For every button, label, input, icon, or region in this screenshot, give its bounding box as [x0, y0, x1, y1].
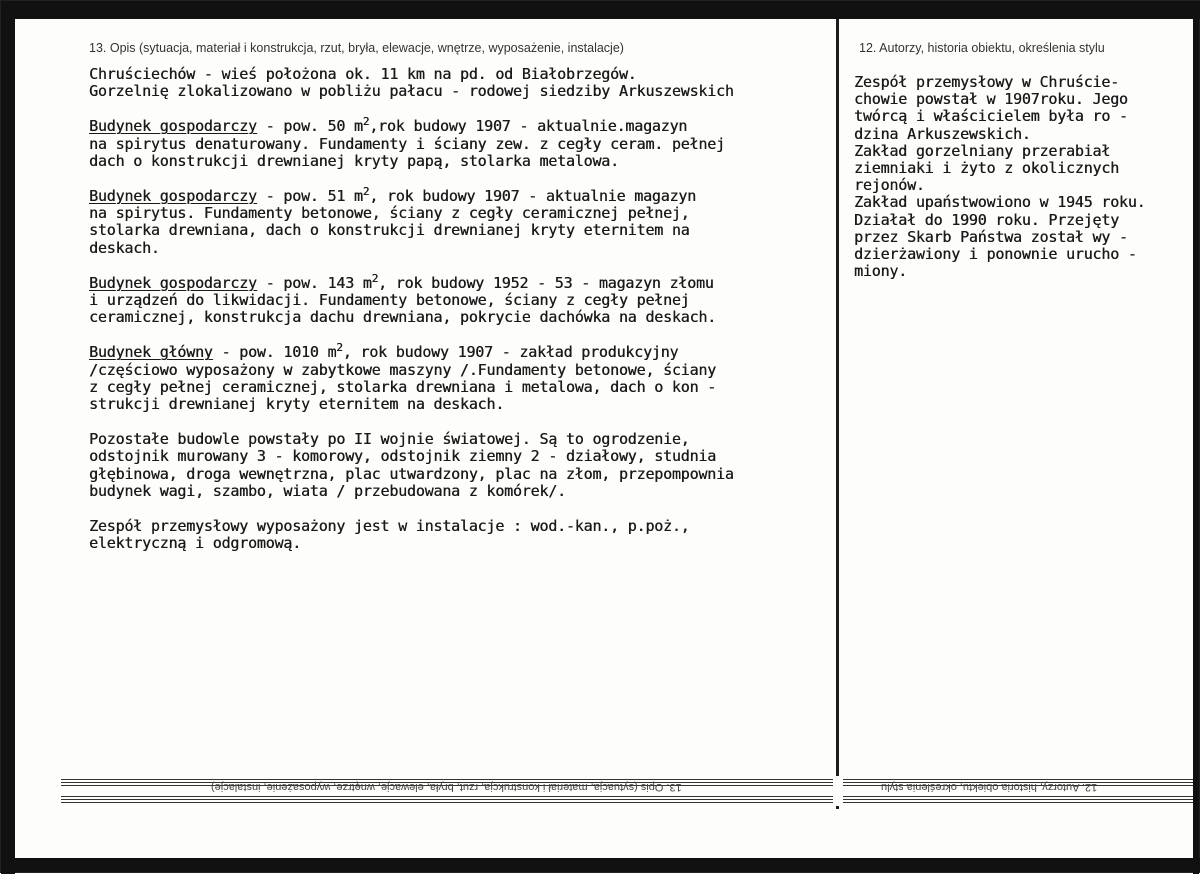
text-line: budynek wagi, szambo, wiata / przebudowana z komórek/. — [89, 481, 566, 500]
mirrored-section-13-header: 13. Opis (sytuacja, materiał i konstrukcja, rzut, bryła, elewacje, wnętrze, wyposażenie, instalacje) — [211, 781, 682, 793]
superscript: 2 — [362, 115, 370, 129]
text-line: chowie powstał w 1907roku. Jego — [854, 90, 1128, 109]
paragraph-building-3 — [89, 271, 849, 327]
superscript: 2 — [371, 271, 379, 285]
text-line: ceramicznej, konstrukcja dachu drewniana, pokrycie dachówka na deskach. — [89, 308, 716, 327]
building-title: Budynek główny — [89, 343, 213, 362]
text-line: z cegły pełnej ceramicznej, stolarka drewniana i metalowa, dach o kon - — [89, 377, 716, 396]
footer-rule — [61, 802, 1193, 803]
text-fragment: - pow. 50 m — [256, 117, 363, 136]
text-line: odstojnik murowany 3 - komorowy, odstojnik ziemny 2 - działowy, studnia — [89, 447, 716, 466]
text-line: ziemniaki i żyto z okolicznych — [854, 159, 1119, 178]
text-line: Chruściechów - wieś położona ok. 11 km na pd. od Białobrzegów. — [89, 65, 637, 83]
text-line: Zakład gorzelniany przerabiał — [854, 141, 1111, 160]
paragraph-main-building — [89, 341, 849, 414]
text-fragment: , rok budowy 1952 - 53 - magazyn złomu — [378, 273, 714, 292]
history-column — [854, 74, 1194, 280]
text-line: twórcą i właścicielem była ro - — [854, 107, 1128, 126]
paragraph-installations — [89, 518, 849, 552]
scan-border-top — [1, 1, 1200, 19]
text-line: Zakład upaństwowiono w 1945 roku. — [854, 193, 1146, 212]
text-line: elektryczną i odgromową. — [89, 534, 301, 553]
text-line — [89, 341, 849, 362]
description-column — [89, 66, 849, 570]
text-line: Zespół przemysłowy w Chruście- — [854, 73, 1119, 91]
text-fragment: ,rok budowy 1907 - aktualnie.magazyn — [369, 117, 688, 136]
text-line: strukcji drewnianej kryty eternitem na deskach. — [89, 395, 505, 414]
text-line: na spirytus denaturowany. Fundamenty i ściany zew. z cegły ceram. pełnej — [89, 134, 725, 153]
text-line — [89, 271, 849, 292]
text-line: Pozostałe budowle powstały po II wojnie światowej. Są to ogrodzenie, — [89, 430, 690, 449]
footer-rule — [61, 799, 1193, 800]
text-line: dzina Arkuszewskich. — [854, 124, 1031, 143]
text-line: deskach. — [89, 238, 160, 257]
text-line: stolarka drewniana, dach o konstrukcji drewnianej kryty eternitem na — [89, 221, 690, 240]
text-fragment: , rok budowy 1907 - zakład produkcyjny — [342, 343, 679, 362]
text-fragment: - pow. 51 m — [256, 187, 363, 206]
superscript: 2 — [362, 185, 370, 199]
paragraph-location — [89, 66, 849, 100]
text-line: i urządzeń do likwidacji. Fundamenty betonowe, ściany z cegły pełnej — [89, 291, 690, 310]
footer-rule — [61, 779, 1193, 780]
text-fragment: , rok budowy 1907 - aktualnie magazyn — [369, 187, 696, 206]
text-line: Gorzelnię zlokalizowano w pobliżu pałacu - rodowej siedziby Arkuszewskich — [89, 82, 734, 101]
text-line: Zespół przemysłowy wyposażony jest w instalacje : wod.-kan., p.poż., — [89, 517, 690, 536]
paragraph-building-2 — [89, 185, 849, 257]
scan-border-bottom — [1, 858, 1200, 872]
section-12-header: 12. Autorzy, historia obiektu, określenia stylu — [859, 41, 1105, 55]
footer-rule — [61, 796, 1193, 797]
building-title: Budynek gospodarczy — [89, 187, 257, 206]
section-13-header: 13. Opis (sytuacja, materiał i konstrukcja, rzut, bryła, elewacje, wnętrze, wyposażenie, instalacje) — [89, 41, 624, 55]
footer-gap — [833, 776, 843, 806]
text-line: rejonów. — [854, 176, 925, 195]
text-line: przez Skarb Państwa został wy - — [854, 227, 1128, 246]
text-line: dach o konstrukcji drewnianej kryty papą, stolarka metalowa. — [89, 151, 619, 170]
text-line: głębinowa, droga wewnętrzna, plac utwardzony, plac na złom, przepompownia — [89, 464, 734, 483]
text-line: dzierżawiony i ponownie urucho - — [854, 245, 1137, 264]
text-line: Działał do 1990 roku. Przejęty — [854, 210, 1119, 229]
text-fragment: - pow. 1010 m — [212, 343, 337, 362]
mirrored-section-12-header: 12. Autorzy, historia obiektu, określenia stylu — [881, 781, 1098, 793]
building-title: Budynek gospodarczy — [89, 273, 257, 292]
text-line — [89, 115, 849, 136]
building-title: Budynek gospodarczy — [89, 117, 257, 136]
text-line: na spirytus. Fundamenty betonowe, ściany z cegły ceramicznej pełnej, — [89, 204, 690, 223]
text-line: /częściowo wyposażony w zabytkowe maszyny /.Fundamenty betonowe, ściany — [89, 360, 716, 379]
paragraph-building-1 — [89, 115, 849, 170]
text-line — [89, 185, 849, 206]
text-fragment: - pow. 143 m — [256, 273, 372, 292]
paragraph-other-buildings — [89, 431, 849, 500]
text-line: miony. — [854, 262, 907, 281]
scan-border-left — [1, 1, 15, 874]
superscript: 2 — [336, 341, 343, 355]
